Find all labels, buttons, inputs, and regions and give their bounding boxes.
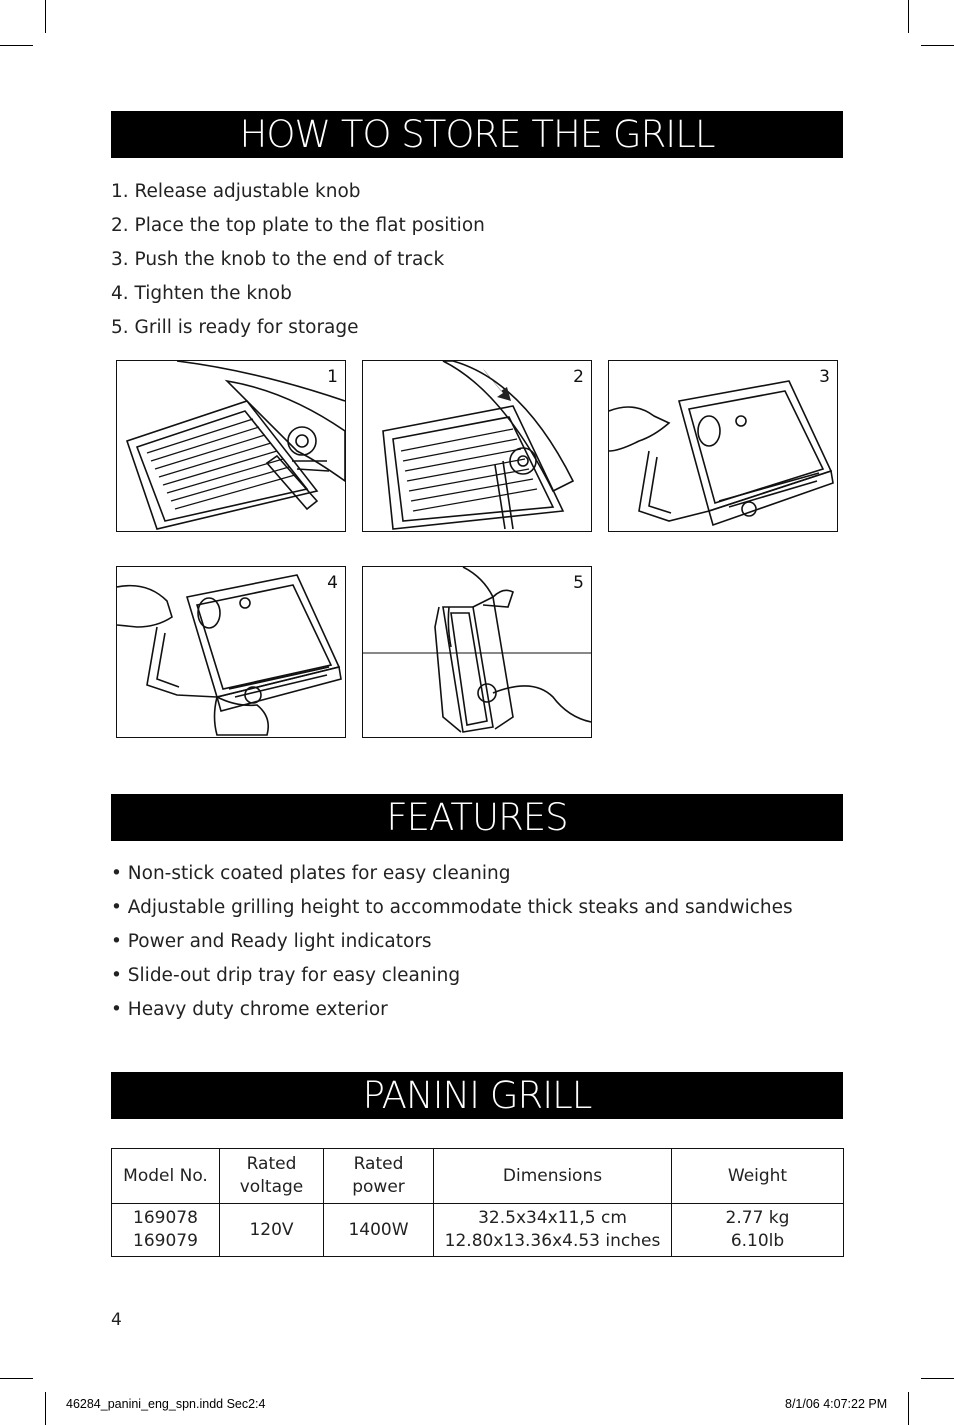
store-step: 2. Place the top plate to the flat position — [111, 215, 485, 236]
figure-number: 4 — [327, 573, 338, 593]
figure-step-1 — [116, 360, 346, 532]
footer-file-slug: 46284_panini_eng_spn.indd Sec2:4 — [66, 1397, 266, 1411]
header-model: Model No. — [112, 1149, 220, 1204]
header-dimensions: Dimensions — [434, 1149, 672, 1204]
store-section-title: HOW TO STORE THE GRILL — [111, 111, 843, 158]
store-step: 1. Release adjustable knob — [111, 181, 361, 202]
crop-mark — [0, 1378, 33, 1379]
store-step: 4. Tighten the knob — [111, 283, 292, 304]
header-power: Rated power — [324, 1149, 434, 1204]
figure-step-5 — [362, 566, 592, 738]
figure-number: 3 — [819, 367, 830, 387]
feature-item: • Non-stick coated plates for easy cleaning — [111, 863, 511, 884]
crop-mark — [908, 1392, 909, 1425]
figure-number: 2 — [573, 367, 584, 387]
figure-step-2 — [362, 360, 592, 532]
cell-dimensions: 32.5x34x11,5 cm 12.80x13.36x4.53 inches — [434, 1204, 672, 1257]
store-steps-list — [111, 180, 485, 350]
grill-open-illustration — [117, 361, 345, 531]
figure-number: 5 — [573, 573, 584, 593]
store-step: 5. Grill is ready for storage — [111, 317, 359, 338]
feature-item: • Adjustable grilling height to accommodate thick steaks and sandwiches — [111, 897, 793, 918]
spec-table — [111, 1148, 844, 1257]
feature-item: • Power and Ready light indicators — [111, 931, 432, 952]
crop-mark — [0, 45, 33, 46]
cell-voltage: 120V — [220, 1204, 324, 1257]
figure-number: 1 — [327, 367, 338, 387]
cell-power: 1400W — [324, 1204, 434, 1257]
cell-model: 169078 169079 — [112, 1204, 220, 1257]
table-header-row — [112, 1149, 844, 1204]
feature-item: • Slide-out drip tray for easy cleaning — [111, 965, 461, 986]
spec-section-title: PANINI GRILL — [111, 1072, 843, 1119]
store-step: 3. Push the knob to the end of track — [111, 249, 445, 270]
crop-mark — [921, 1378, 954, 1379]
figure-step-4 — [116, 566, 346, 738]
crop-mark — [45, 0, 46, 33]
page-number: 4 — [111, 1310, 122, 1330]
grill-tighten-illustration — [117, 567, 345, 737]
crop-mark — [45, 1392, 46, 1425]
footer-date-time: 8/1/06 4:07:22 PM — [785, 1397, 888, 1411]
grill-flat-illustration — [363, 361, 591, 531]
cell-weight: 2.77 kg 6.10lb — [672, 1204, 844, 1257]
figure-step-3 — [608, 360, 838, 532]
grill-upright-illustration — [363, 567, 591, 737]
header-weight: Weight — [672, 1149, 844, 1204]
crop-mark — [921, 45, 954, 46]
features-list — [111, 862, 793, 1032]
features-section-title: FEATURES — [111, 794, 843, 841]
table-row — [112, 1204, 844, 1257]
crop-mark — [908, 0, 909, 33]
header-voltage: Rated voltage — [220, 1149, 324, 1204]
grill-closed-illustration — [609, 361, 837, 531]
arrow-icon — [483, 369, 511, 401]
feature-item: • Heavy duty chrome exterior — [111, 999, 388, 1020]
